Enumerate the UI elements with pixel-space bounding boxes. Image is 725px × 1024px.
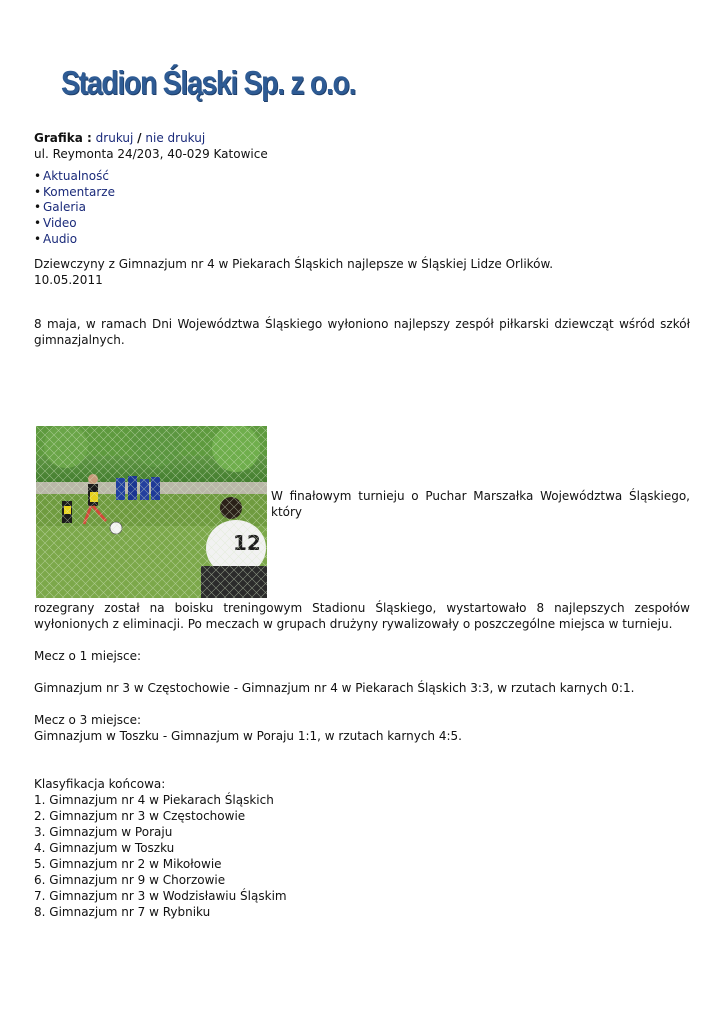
ranking-item: 3. Gimnazjum w Poraju xyxy=(34,825,173,840)
page-content xyxy=(34,130,690,920)
match3-result: Gimnazjum w Toszku - Gimnazjum w Poraju 1:1, w rzutach karnych 4:5. xyxy=(34,729,462,744)
bullet-icon: • xyxy=(34,184,42,199)
match1-heading: Mecz o 1 miejsce: xyxy=(34,649,142,664)
article-photo xyxy=(36,426,267,598)
section-nav xyxy=(34,168,690,246)
no-print-link[interactable]: nie drukuj xyxy=(145,131,206,145)
ranking-item: 6. Gimnazjum nr 9 w Chorzowie xyxy=(34,873,226,888)
photo-block xyxy=(34,426,690,598)
print-separator: / xyxy=(137,131,142,145)
ranking-item: 1. Gimnazjum nr 4 w Piekarach Śląskich xyxy=(34,793,274,808)
ranking-item: 4. Gimnazjum w Toszku xyxy=(34,841,175,856)
nav-item-aktualnosc xyxy=(34,168,690,184)
ranking-item: 8. Gimnazjum nr 7 w Rybniku xyxy=(34,905,211,920)
nav-link-video[interactable]: Video xyxy=(43,216,77,231)
ranking-list xyxy=(34,792,690,920)
bullet-icon: • xyxy=(34,216,42,231)
ranking-item: 2. Gimnazjum nr 3 w Częstochowie xyxy=(34,809,246,824)
ranking-heading: Klasyfikacja końcowa: xyxy=(34,777,166,792)
site-logo: Stadion Śląski Sp. z o.o. xyxy=(61,64,356,101)
print-label: Grafika : xyxy=(34,131,92,145)
article-intro: 8 maja, w ramach Dni Województwa Śląskiego wyłoniono najlepszy zespół piłkarski dziewcząt wśród szkół gimnazjalnych. xyxy=(34,317,690,348)
bullet-icon: • xyxy=(34,169,42,183)
soccer-photo-illustration xyxy=(36,426,267,598)
nav-item-video xyxy=(34,215,690,231)
nav-link-audio[interactable]: Audio xyxy=(43,231,78,246)
bullet-icon: • xyxy=(34,231,42,246)
address: ul. Reymonta 24/203, 40-029 Katowice xyxy=(34,147,268,161)
nav-item-galeria xyxy=(34,199,690,215)
nav-item-komentarze xyxy=(34,184,690,200)
nav-link-aktualnosc[interactable]: Aktualność xyxy=(43,169,109,183)
nav-link-galeria[interactable]: Galeria xyxy=(43,200,86,215)
article-continuation: rozegrany został na boisku treningowym Stadionu Śląskiego, wystartowało 8 najlepszych zespołów wyłonionych z eliminacji. Po meczach w grupach drużyny rywalizowały o poszczególne miejsca w turnieju. xyxy=(34,601,690,632)
print-link[interactable]: drukuj xyxy=(95,131,134,145)
nav-link-komentarze[interactable]: Komentarze xyxy=(43,184,115,199)
ranking-item: 7. Gimnazjum nr 3 w Wodzisławiu Śląskim xyxy=(34,889,287,904)
article-title: Dziewczyny z Gimnazjum nr 4 w Piekarach Śląskich najlepsze w Śląskiej Lidze Orlików. xyxy=(34,257,554,272)
bullet-icon: • xyxy=(34,200,42,215)
match3-heading: Mecz o 3 miejsce: xyxy=(34,713,142,728)
ranking-item: 5. Gimnazjum nr 2 w Mikołowie xyxy=(34,857,222,872)
nav-item-audio xyxy=(34,231,690,247)
photo-caption-text: W finałowym turnieju o Puchar Marszałka Województwa Śląskiego, który xyxy=(271,489,690,520)
print-options xyxy=(34,130,690,146)
match1-result: Gimnazjum nr 3 w Częstochowie - Gimnazjum nr 4 w Piekarach Śląskich 3:3, w rzutach karnych 0:1. xyxy=(34,681,635,696)
article-date: 10.05.2011 xyxy=(34,273,103,288)
